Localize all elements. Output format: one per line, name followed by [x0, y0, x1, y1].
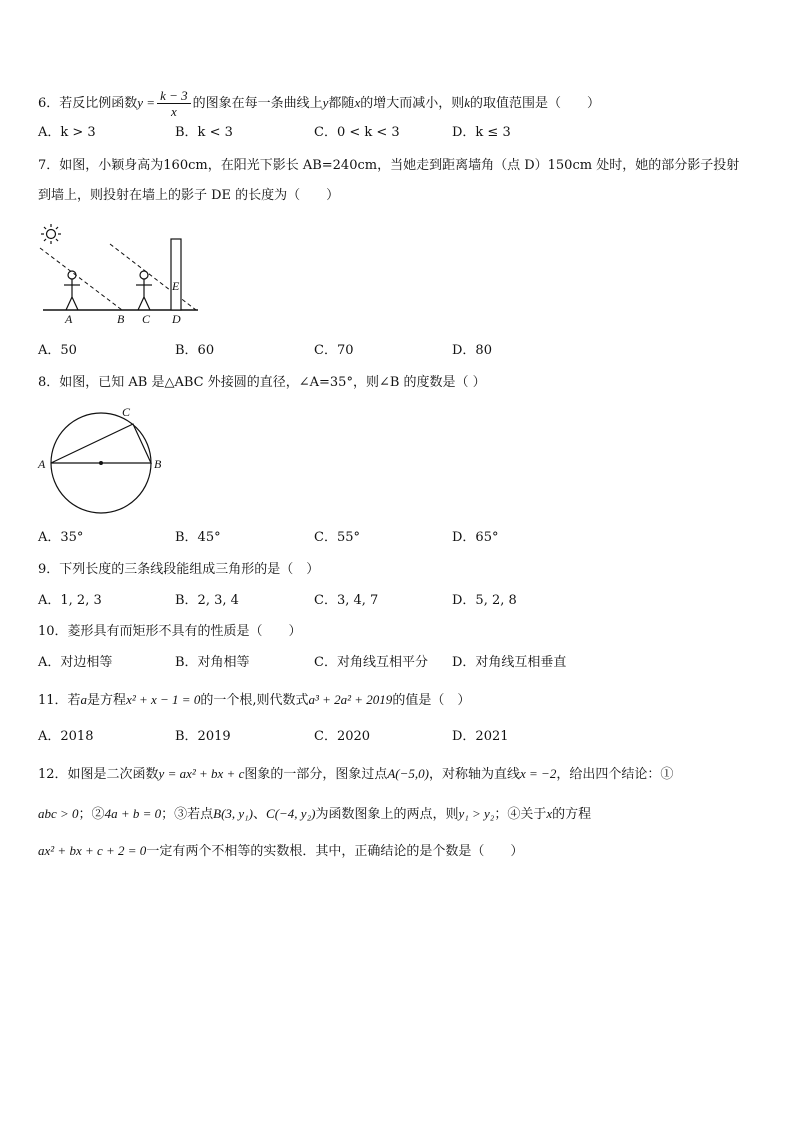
sun-icon [41, 224, 61, 244]
label-B: B [117, 312, 125, 326]
equation: x² + x − 1 = 0 [126, 692, 201, 707]
option-a[interactable]: A．2018 [38, 729, 94, 744]
label-C: C [122, 405, 131, 419]
question-6-stem: 6．若反比例函数y = $\frac{k - 3}{x}$ 的图象在每一条曲线上y都随x的增大而减小，则k的取值范围是（ ） [38, 88, 601, 119]
question-7-options [38, 342, 598, 360]
fraction-k-minus-3-over-x: $\frac{k - 3}{x}$ [157, 88, 191, 119]
option-d[interactable]: D．65° [452, 530, 499, 545]
option-b[interactable]: B．k < 3 [175, 125, 233, 140]
option-a[interactable]: A．k > 3 [38, 125, 96, 140]
option-a[interactable]: A．对边相等 [38, 655, 113, 670]
label-B: B [154, 457, 162, 471]
option-a[interactable]: A．35° [38, 530, 84, 545]
shadow-figure [38, 222, 203, 326]
sun-ray-1 [40, 248, 122, 310]
circle-figure [36, 402, 168, 520]
option-c[interactable]: C．0 < k < 3 [314, 125, 400, 140]
option-d[interactable]: D．5, 2, 8 [452, 593, 517, 608]
option-a[interactable]: A．50 [38, 343, 77, 358]
option-d[interactable]: D．2021 [452, 729, 509, 744]
sun-ray-2 [110, 244, 196, 310]
option-b[interactable]: B．对角相等 [175, 655, 250, 670]
option-d[interactable]: D．k ≤ 3 [452, 125, 511, 140]
person-icon-2 [136, 271, 152, 310]
option-c[interactable]: C．2020 [314, 729, 371, 744]
question-11-options [38, 728, 598, 746]
question-8-options [38, 529, 598, 547]
question-11-stem: 11．若a是方程x² + x − 1 = 0的一个根,则代数式a³ + 2a² + 2019的值是（ ） [38, 692, 471, 708]
question-9-options [38, 592, 598, 610]
label-A: A [38, 457, 46, 471]
option-b[interactable]: B．2019 [175, 729, 231, 744]
option-a[interactable]: A．1, 2, 3 [38, 593, 102, 608]
question-6-options [38, 124, 598, 142]
expression: a³ + 2a² + 2019 [308, 692, 393, 707]
option-d[interactable]: D．80 [452, 343, 492, 358]
question-8-stem: 8．如图，已知 AB 是△ABC 外接圆的直径，∠A=35°，则∠B 的度数是（ ） [38, 375, 486, 390]
wall [171, 239, 181, 310]
question-9-stem: 9．下列长度的三条线段能组成三角形的是（ ） [38, 562, 320, 577]
option-c[interactable]: C．55° [314, 530, 360, 545]
option-c[interactable]: C．3, 4, 7 [314, 593, 379, 608]
question-12-line1: 12．如图是二次函数y = ax² + bx + c图象的一部分，图象过点A(−5,0)，对称轴为直线x = −2，给出四个结论：① [38, 766, 674, 782]
option-b[interactable]: B．60 [175, 343, 215, 358]
option-c[interactable]: C．对角线互相平分 [314, 655, 428, 670]
label-A: A [65, 312, 73, 326]
label-C: C [142, 312, 151, 326]
triangle-abc [51, 424, 151, 463]
option-b[interactable]: B．45° [175, 530, 221, 545]
option-d[interactable]: D．对角线互相垂直 [452, 655, 567, 670]
question-7-stem-line2: 到墙上，则投射在墙上的影子 DE 的长度为（ ） [38, 188, 340, 203]
question-12-line3: ax² + bx + c + 2 = 0一定有两个不相等的实数根．其中，正确结论的是个数是（ ） [38, 843, 524, 859]
option-c[interactable]: C．70 [314, 343, 354, 358]
label-E: E [172, 279, 180, 293]
question-7-stem-line1: 7．如图，小颖身高为160cm，在阳光下影长 AB=240cm，当她走到距离墙角（点 D）150cm 处时，她的部分影子投射 [38, 158, 740, 173]
question-10-stem: 10．菱形具有而矩形不具有的性质是（ ） [38, 624, 302, 639]
question-10-options [38, 654, 598, 672]
person-icon-1 [64, 271, 80, 310]
center-dot [99, 461, 103, 465]
label-D: D [172, 312, 181, 326]
option-b[interactable]: B．2, 3, 4 [175, 593, 239, 608]
question-12-line2: abc > 0；②4a + b = 0；③若点B(3, y₁)、C(−4, y₂)为函数图象上的两点，则y₁ > y₂；④关于x的方程 [38, 806, 592, 822]
